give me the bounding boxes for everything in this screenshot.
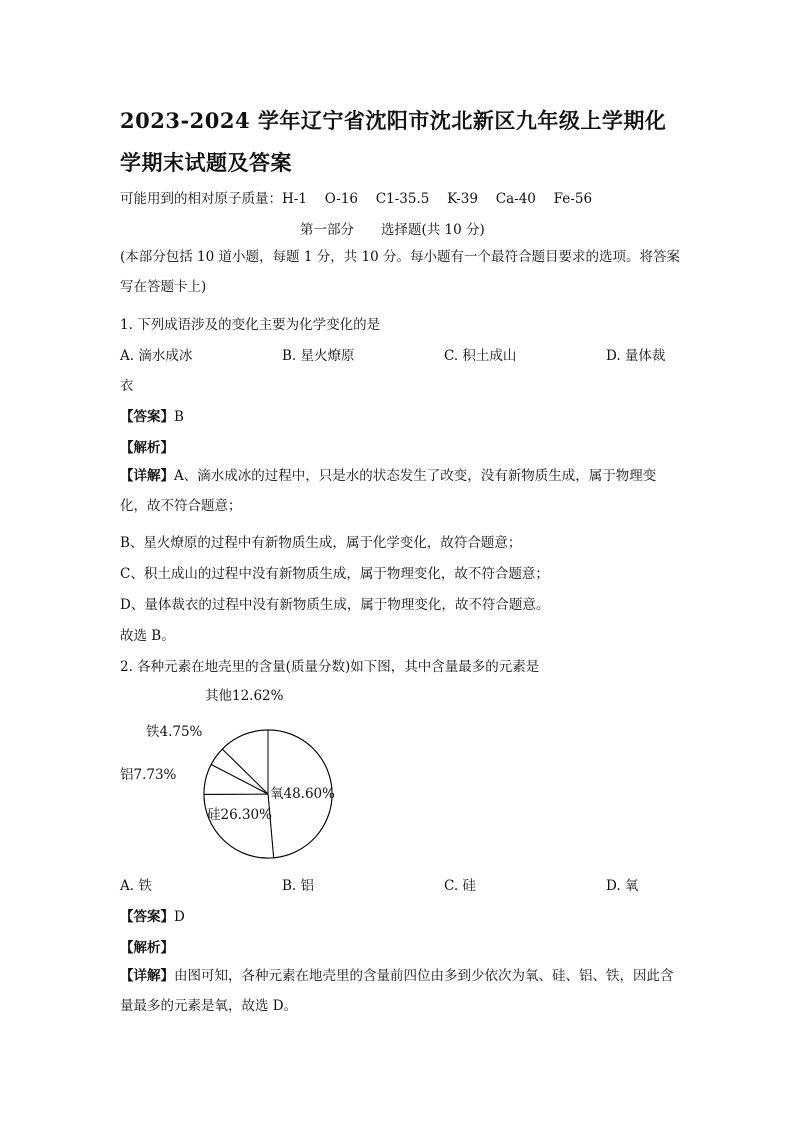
q1-answer-label: 【答案】 [120, 409, 174, 425]
q1-conclusion: 故选 B。 [120, 628, 175, 644]
q1-option-a: A. 滴水成冰 [120, 348, 193, 364]
q1-option-c: C. 积土成山 [444, 348, 517, 364]
q2-option-a: A. 铁 [120, 878, 152, 894]
pie-label-iron: 铁4.75% [146, 724, 203, 740]
q1-option-d-wrap: 衣 [120, 378, 134, 394]
q2-answer-label: 【答案】 [120, 909, 174, 925]
q2-detail-block [120, 961, 680, 1021]
q1-answer-line [120, 405, 184, 425]
q1-stem: 1. 下列成语涉及的变化主要为化学变化的是 [120, 317, 381, 333]
q1-detail-label: 【详解】 [120, 468, 174, 484]
pie-label-other: 其他12.62% [205, 688, 284, 704]
q2-option-d: D. 氧 [606, 878, 639, 894]
document-title: 2023-2024 学年辽宁省沈阳市沈北新区九年级上学期化学期末试题及答案 [120, 108, 667, 175]
section-instructions: (本部分包括 10 道小题，每题 1 分，共 10 分。每小题有一个最符合题目要求的选项。将答案写在答题卡上) [120, 249, 680, 295]
q1-detail-d: D、量体裁衣的过程中没有新物质生成，属于物理变化，故不符合题意。 [120, 597, 550, 613]
section-title: 第一部分 选择题(共 10 分) [300, 222, 485, 238]
q1-detail-a: A、滴水成冰的过程中，只是水的状态发生了改变，没有新物质生成，属于物理变化，故不符合题意； [120, 468, 657, 514]
q2-answer: D [174, 909, 185, 925]
pie-label-aluminum: 铝7.73% [120, 767, 177, 783]
q1-analysis-label: 【解析】 [120, 440, 174, 456]
q1-detail-b: B、星火燎原的过程中有新物质生成，属于化学变化，故符合题意； [120, 535, 522, 551]
pie-label-silicon: 硅26.30% [207, 807, 272, 823]
q1-answer: B [174, 409, 184, 425]
q2-answer-line [120, 905, 185, 925]
atomic-mass-line: 可能用到的相对原子质量：H-1 O-16 C1-35.5 K-39 Ca-40 Fe-56 [120, 191, 593, 207]
q2-analysis-label: 【解析】 [120, 940, 174, 956]
q1-detail-a-block [120, 461, 680, 521]
q2-stem: 2. 各种元素在地壳里的含量(质量分数)如下图，其中含量最多的元素是 [120, 659, 540, 675]
q1-detail-c: C、积土成山的过程中没有新物质生成，属于物理变化，故不符合题意； [120, 566, 549, 582]
q1-option-d: D. 量体裁 [606, 348, 666, 364]
pie-label-oxygen: 氧48.60% [270, 786, 335, 802]
q2-detail: 由图可知，各种元素在地壳里的含量前四位由多到少依次为氧、硅、铝、铁，因此含量最多的元素是氧，故选 D。 [120, 968, 674, 1014]
q2-option-b: B. 铝 [282, 878, 315, 894]
q2-option-c: C. 硅 [444, 878, 476, 894]
q2-detail-label: 【详解】 [120, 968, 174, 984]
q1-option-b: B. 星火燎原 [282, 348, 355, 364]
